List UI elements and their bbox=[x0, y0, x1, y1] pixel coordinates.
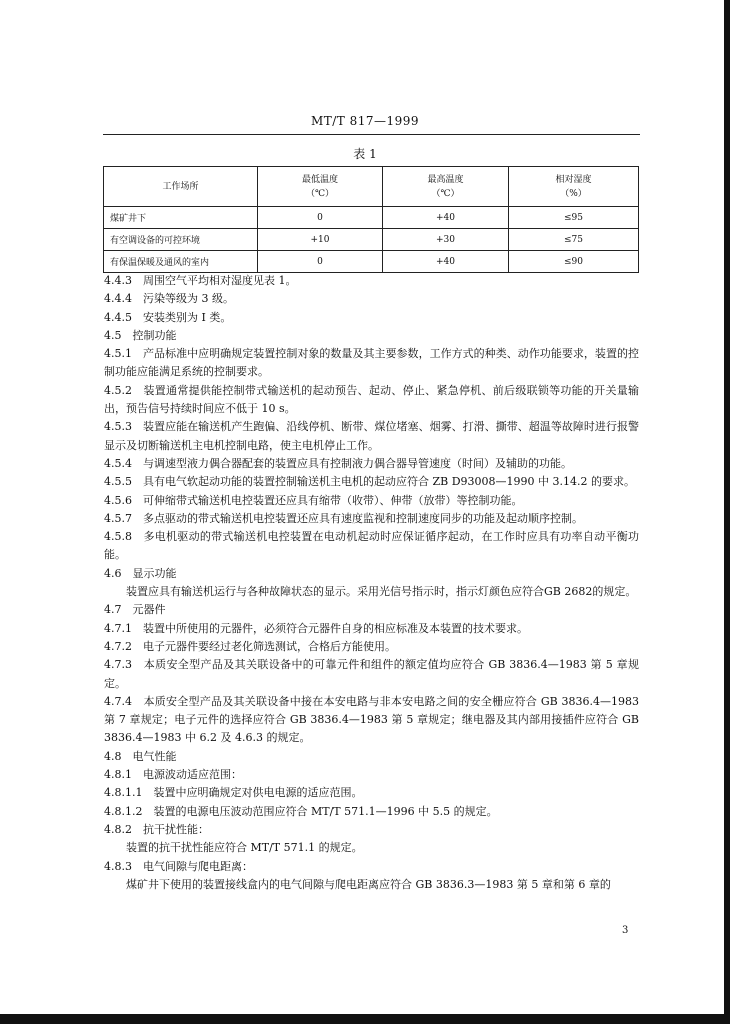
body-text bbox=[104, 272, 639, 894]
section-heading: 4.7 元器件 bbox=[104, 603, 166, 617]
cell-place: 有空调设备的可控环境 bbox=[104, 229, 258, 251]
cell-humidity: ≤75 bbox=[509, 229, 639, 251]
paragraph: 4.8.1.2 装置的电源电压波动范围应符合 MT/T 571.1—1996 中 5.5 的规定。 bbox=[104, 804, 498, 818]
paragraph: 4.7.4 本质安全型产品及其关联设备中接在本安电路与非本安电路之间的安全栅应符合 GB 3836.4—1983 第 7 章规定；电子元件的选择应符合 GB 3836.4—1983 第 5 章规定；继电器及其内部用接插件应符合 GB 3836.4—1983 中 6.2 及 4.6.3 的规定。 bbox=[104, 694, 639, 745]
table-header-row bbox=[104, 167, 639, 207]
paragraph: 4.4.4 污染等级为 3 级。 bbox=[104, 292, 234, 306]
header-humidity bbox=[509, 167, 639, 207]
table-title: 表 1 bbox=[353, 147, 377, 161]
header-rule bbox=[103, 134, 640, 135]
paragraph: 4.7.3 本质安全型产品及其关联设备中的可靠元件和组件的额定值均应符合 GB 3836.4—1983 第 5 章规定。 bbox=[104, 658, 639, 690]
header-humidity-unit: （%） bbox=[560, 188, 587, 199]
paragraph: 煤矿井下使用的装置接线盒内的电气间隙与爬电距离应符合 GB 3836.3—1983 第 5 章和第 6 章的 bbox=[126, 877, 611, 891]
cell-place: 有保温保暖及通风的室内 bbox=[104, 251, 258, 273]
paragraph: 4.5.3 装置应能在输送机产生跑偏、沿线停机、断带、煤位堵塞、烟雾、打滑、撕带、超温等故障时进行报警显示及切断输送机主电机控制电路，使主电机停止工作。 bbox=[104, 420, 639, 452]
page-number: 3 bbox=[622, 925, 629, 936]
scan-edge-bottom bbox=[0, 1014, 730, 1024]
cell-max-temp: +40 bbox=[383, 207, 509, 229]
paragraph: 4.4.5 安装类别为 I 类。 bbox=[104, 310, 232, 324]
document-code-header: MT/T 817—1999 bbox=[310, 114, 420, 128]
section-heading: 4.8 电气性能 bbox=[104, 749, 177, 763]
paragraph: 4.5.1 产品标准中应明确规定装置控制对象的数量及其主要参数，工作方式的种类、动作功能要求，装置的控制功能应能满足系统的控制要求。 bbox=[104, 347, 639, 379]
cell-max-temp: +30 bbox=[383, 229, 509, 251]
header-env: 工作场所 bbox=[104, 167, 258, 207]
cell-min-temp: 0 bbox=[258, 207, 383, 229]
paragraph: 4.8.3 电气间隙与爬电距离： bbox=[104, 859, 253, 873]
table-row bbox=[104, 229, 639, 251]
header-max-temp-unit: （℃） bbox=[431, 188, 460, 199]
cell-humidity: ≤95 bbox=[509, 207, 639, 229]
paragraph: 4.8.2 抗干扰性能： bbox=[104, 822, 209, 836]
cell-place: 煤矿井下 bbox=[104, 207, 258, 229]
cell-min-temp: 0 bbox=[258, 251, 383, 273]
header-min-temp-unit: （℃） bbox=[305, 188, 335, 199]
header-humidity-label: 相对湿度 bbox=[555, 174, 592, 185]
paragraph: 4.8.1 电源波动适应范围： bbox=[104, 768, 242, 782]
table-row bbox=[104, 251, 639, 273]
paragraph: 4.8.1.1 装置中应明确规定对供电电源的适应范围。 bbox=[104, 786, 363, 800]
header-max-temp bbox=[383, 167, 509, 207]
paragraph: 装置应具有输送机运行与各种故障状态的显示。采用光信号指示时，指示灯颜色应符合GB 2682的规定。 bbox=[126, 585, 637, 599]
header-min-temp bbox=[258, 167, 383, 207]
paragraph: 4.5.5 具有电气软起动功能的装置控制输送机主电机的起动应符合 ZB D93008—1990 中 3.14.2 的要求。 bbox=[104, 475, 635, 489]
paragraph: 4.5.6 可伸缩带式输送机电控装置还应具有缩带（收带）、伸带（放带）等控制功能。 bbox=[104, 493, 523, 507]
paragraph: 4.7.2 电子元器件要经过老化筛选测试，合格后方能使用。 bbox=[104, 639, 396, 653]
paragraph: 4.5.7 多点驱动的带式输送机电控装置还应具有速度监视和控制速度同步的功能及起动顺序控制。 bbox=[104, 511, 583, 525]
environment-table bbox=[103, 166, 639, 273]
paragraph: 4.4.3 周围空气平均相对湿度见表 1。 bbox=[104, 274, 297, 287]
paragraph: 4.5.2 装置通常提供能控制带式输送机的起动预告、起动、停止、紧急停机、前后级联锁等功能的开关量输出，预告信号持续时间应不低于 10 s。 bbox=[104, 383, 639, 416]
paragraph: 4.5.8 多电机驱动的带式输送机电控装置在电动机起动时应保证循序起动，在工作时应具有功率自动平衡功能。 bbox=[104, 530, 639, 562]
section-heading: 4.6 显示功能 bbox=[104, 566, 177, 580]
header-min-temp-label: 最低温度 bbox=[301, 174, 338, 185]
cell-min-temp: +10 bbox=[258, 229, 383, 251]
paragraph: 4.5.4 与调速型液力偶合器配套的装置应具有控制液力偶合器导管速度（时间）及辅助的功能。 bbox=[104, 456, 572, 470]
paragraph: 4.7.1 装置中所使用的元器件，必须符合元器件自身的相应标准及本装置的技术要求。 bbox=[104, 621, 528, 635]
cell-humidity: ≤90 bbox=[509, 251, 639, 273]
cell-max-temp: +40 bbox=[383, 251, 509, 273]
section-heading: 4.5 控制功能 bbox=[104, 328, 177, 342]
header-max-temp-label: 最高温度 bbox=[427, 174, 464, 185]
table-row bbox=[104, 207, 639, 229]
paragraph: 装置的抗干扰性能应符合 MT/T 571.1 的规定。 bbox=[126, 841, 363, 855]
